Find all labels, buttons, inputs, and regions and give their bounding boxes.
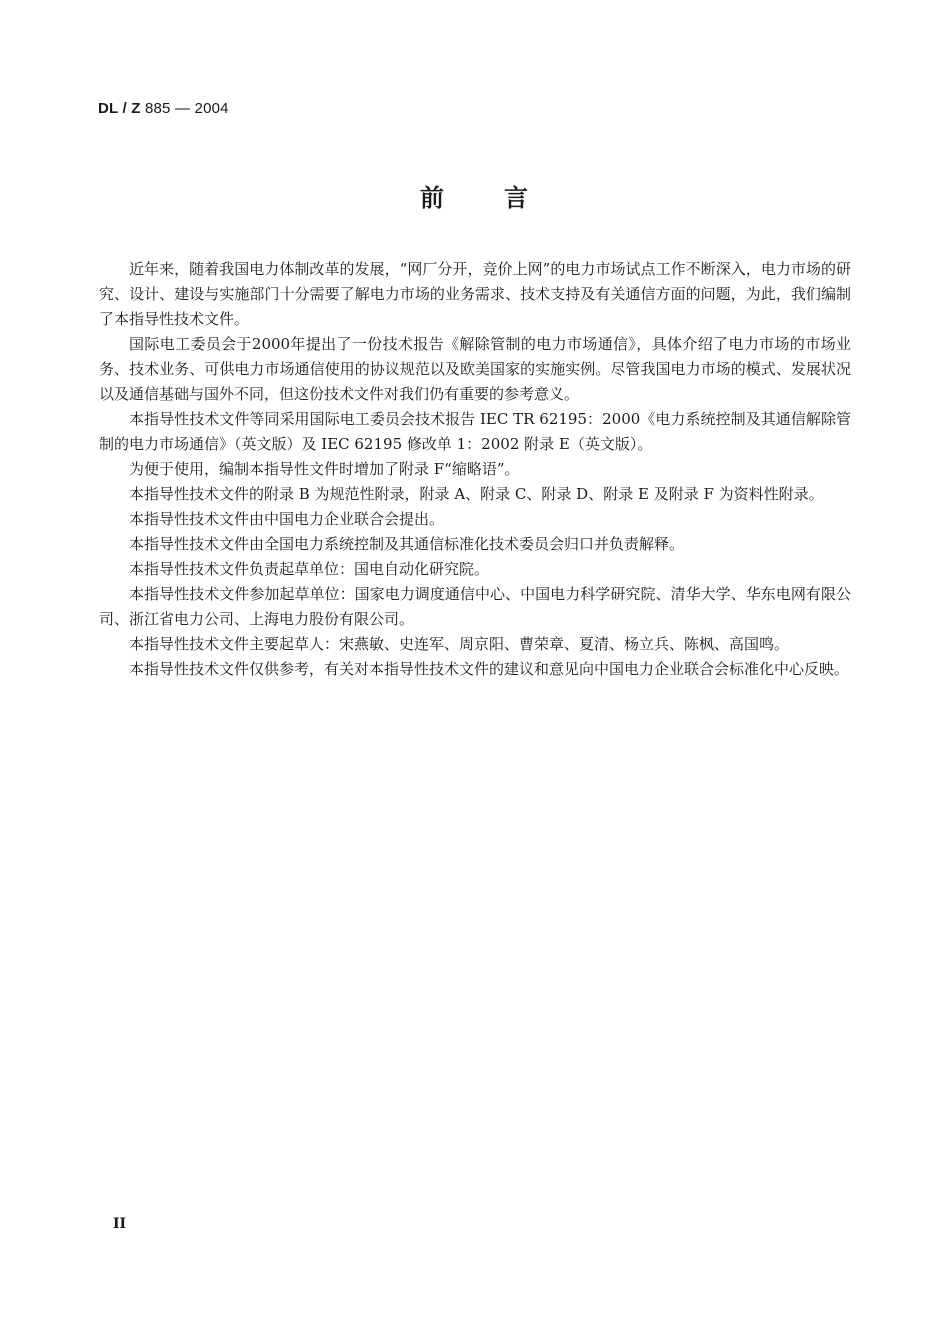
page-title xyxy=(0,178,950,213)
standard-code xyxy=(98,100,229,117)
paragraph: 本指导性技术文件仅供参考，有关对本指导性技术文件的建议和意见向中国电力企业联合会标准化中心反映。 xyxy=(129,660,850,678)
page-title-part1: 前 xyxy=(420,183,446,212)
paragraph: 本指导性技术文件主要起草人：宋燕敏、史连军、周京阳、曹荣章、夏清、杨立兵、陈枫、高国鸣。 xyxy=(129,635,790,653)
paragraph: 本指导性技术文件负责起草单位：国电自动化研究院。 xyxy=(129,560,490,578)
paragraph: 本指导性技术文件的附录 B 为规范性附录，附录 A、附录 C、附录 D、附录 E 及附录 F 为资料性附录。 xyxy=(129,485,824,503)
page-number: II xyxy=(113,1216,127,1232)
paragraph: 本指导性技术文件参加起草单位：国家电力调度通信中心、中国电力科学研究院、清华大学、华东电网有限公司、浙江省电力公司、上海电力股份有限公司。 xyxy=(99,585,851,628)
page-title-part2: 言 xyxy=(504,183,530,212)
paragraph: 国际电工委员会于2000年提出了一份技术报告《解除管制的电力市场通信》，具体介绍了电力市场的市场业务、技术业务、可供电力市场通信使用的协议规范以及欧美国家的实施实例。尽管我国电力市场的模式、发展状况以及通信基础与国外不同，但这份技术文件对我们仍有重要的参考意义。 xyxy=(99,335,851,403)
standard-code-number: 885 — 2004 xyxy=(144,100,229,117)
paragraph: 本指导性技术文件等同采用国际电工委员会技术报告 IEC TR 62195：2000《电力系统控制及其通信解除管制的电力市场通信》（英文版）及 IEC 62195 修改单 1：2002 附录 E（英文版）。 xyxy=(99,410,851,453)
paragraph: 为便于使用，编制本指导性文件时增加了附录 F“缩略语”。 xyxy=(129,460,520,478)
paragraph: 本指导性技术文件由中国电力企业联合会提出。 xyxy=(129,510,445,528)
standard-code-prefix: DL / Z xyxy=(98,100,141,117)
paragraph: 近年来，随着我国电力体制改革的发展，“网厂分开，竞价上网”的电力市场试点工作不断深入，电力市场的研究、设计、建设与实施部门十分需要了解电力市场的业务需求、技术支持及有关通信方面的问题，为此，我们编制了本指导性技术文件。 xyxy=(99,260,851,328)
paragraph: 本指导性技术文件由全国电力系统控制及其通信标准化技术委员会归口并负责解释。 xyxy=(129,535,685,553)
foreword-body xyxy=(99,257,851,682)
